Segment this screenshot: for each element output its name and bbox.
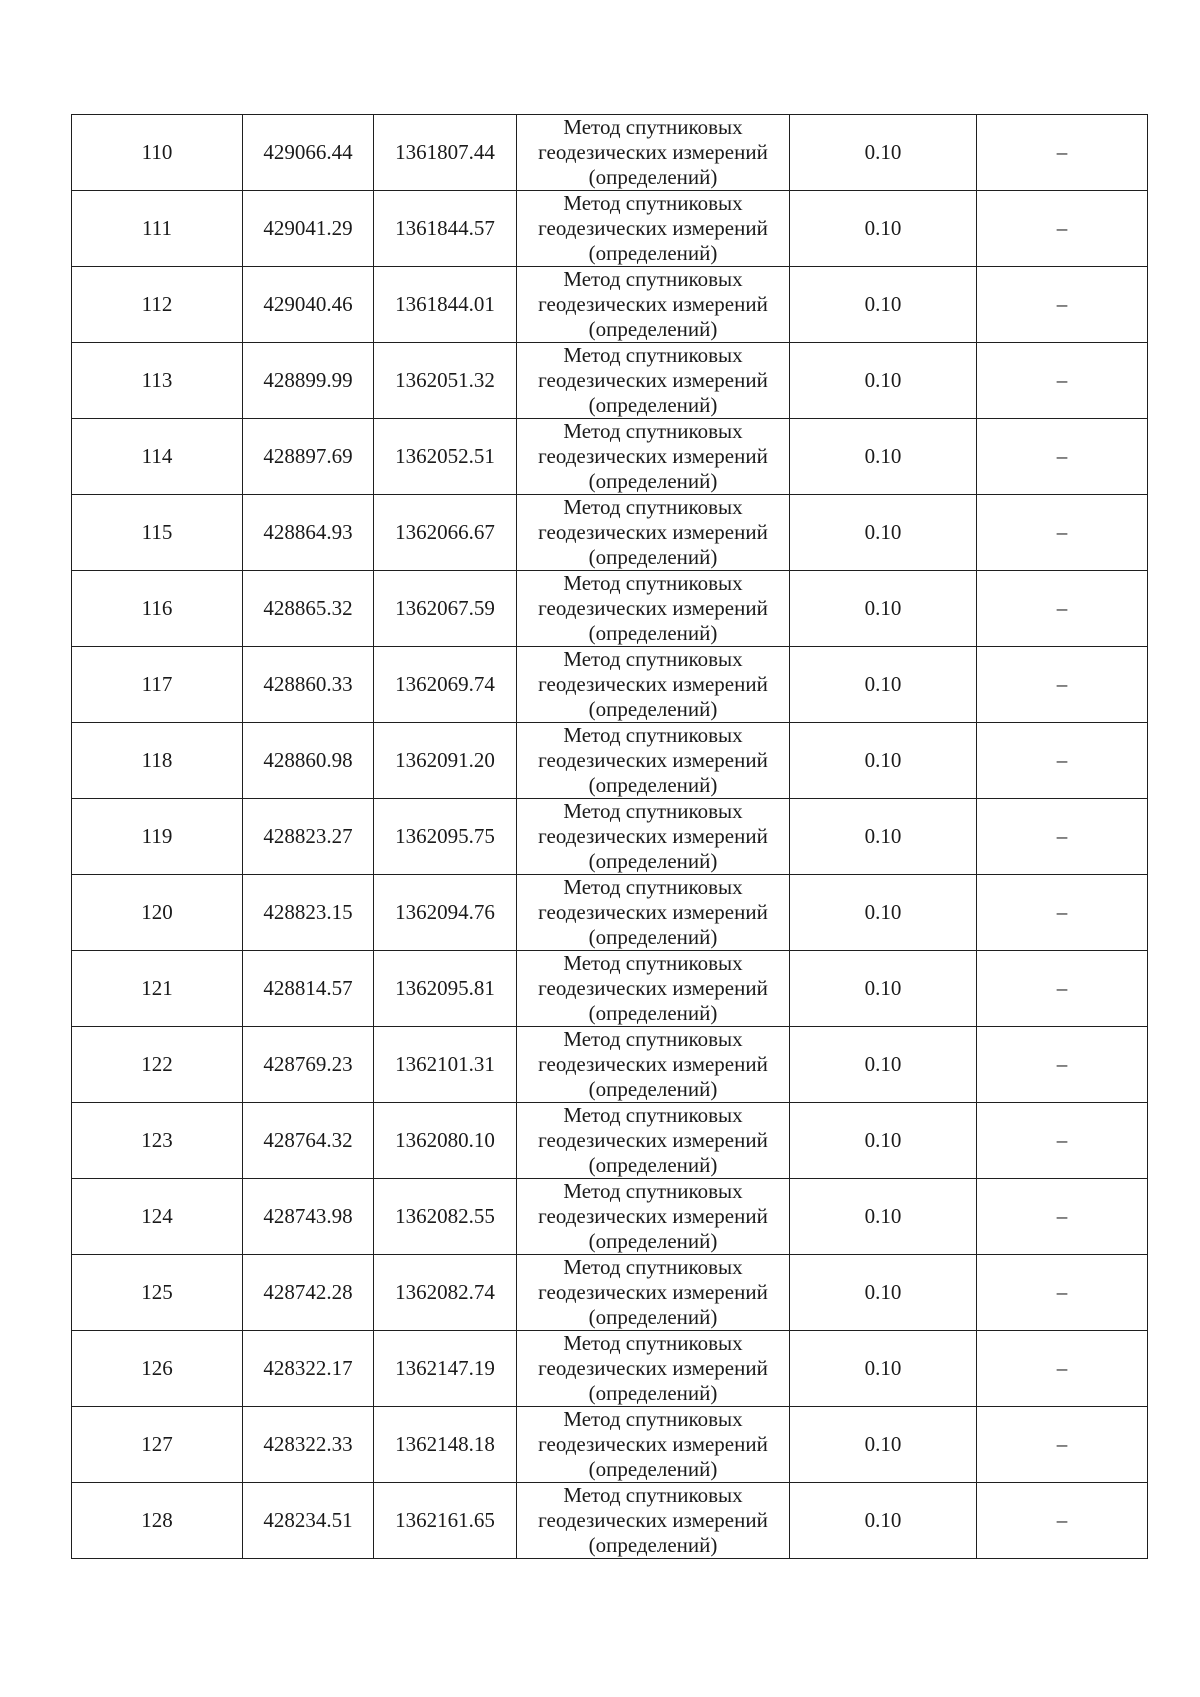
point-number-cell: 116	[72, 571, 243, 647]
note-cell: –	[977, 1103, 1148, 1179]
y-coordinate-cell: 1362095.75	[374, 799, 517, 875]
note-cell: –	[977, 875, 1148, 951]
table-row	[72, 723, 1148, 799]
y-coordinate-cell: 1362051.32	[374, 343, 517, 419]
note-cell: –	[977, 343, 1148, 419]
accuracy-cell: 0.10	[790, 571, 977, 647]
method-cell: Метод спутниковых геодезических измерений (определений)	[517, 799, 790, 875]
accuracy-cell: 0.10	[790, 191, 977, 267]
accuracy-cell: 0.10	[790, 1179, 977, 1255]
x-coordinate-cell: 428860.98	[243, 723, 374, 799]
y-coordinate-cell: 1362147.19	[374, 1331, 517, 1407]
accuracy-cell: 0.10	[790, 647, 977, 723]
method-cell: Метод спутниковых геодезических измерений (определений)	[517, 951, 790, 1027]
note-cell: –	[977, 419, 1148, 495]
method-cell: Метод спутниковых геодезических измерений (определений)	[517, 1407, 790, 1483]
x-coordinate-cell: 428234.51	[243, 1483, 374, 1559]
accuracy-cell: 0.10	[790, 115, 977, 191]
accuracy-cell: 0.10	[790, 1255, 977, 1331]
accuracy-cell: 0.10	[790, 267, 977, 343]
y-coordinate-cell: 1362091.20	[374, 723, 517, 799]
note-cell: –	[977, 495, 1148, 571]
accuracy-cell: 0.10	[790, 1331, 977, 1407]
point-number-cell: 124	[72, 1179, 243, 1255]
method-cell: Метод спутниковых геодезических измерений (определений)	[517, 1483, 790, 1559]
note-cell: –	[977, 267, 1148, 343]
x-coordinate-cell: 428742.28	[243, 1255, 374, 1331]
table-row	[72, 1103, 1148, 1179]
accuracy-cell: 0.10	[790, 951, 977, 1027]
y-coordinate-cell: 1361844.57	[374, 191, 517, 267]
coordinates-table-body	[72, 115, 1148, 1559]
point-number-cell: 115	[72, 495, 243, 571]
y-coordinate-cell: 1362095.81	[374, 951, 517, 1027]
x-coordinate-cell: 428864.93	[243, 495, 374, 571]
table-row	[72, 647, 1148, 723]
x-coordinate-cell: 428322.33	[243, 1407, 374, 1483]
x-coordinate-cell: 428814.57	[243, 951, 374, 1027]
note-cell: –	[977, 1179, 1148, 1255]
x-coordinate-cell: 428899.99	[243, 343, 374, 419]
method-cell: Метод спутниковых геодезических измерений (определений)	[517, 723, 790, 799]
y-coordinate-cell: 1362069.74	[374, 647, 517, 723]
method-cell: Метод спутниковых геодезических измерений (определений)	[517, 419, 790, 495]
table-row	[72, 115, 1148, 191]
point-number-cell: 112	[72, 267, 243, 343]
table-row	[72, 951, 1148, 1027]
point-number-cell: 120	[72, 875, 243, 951]
accuracy-cell: 0.10	[790, 1103, 977, 1179]
x-coordinate-cell: 428322.17	[243, 1331, 374, 1407]
method-cell: Метод спутниковых геодезических измерений (определений)	[517, 1179, 790, 1255]
x-coordinate-cell: 429041.29	[243, 191, 374, 267]
note-cell: –	[977, 115, 1148, 191]
y-coordinate-cell: 1362161.65	[374, 1483, 517, 1559]
table-row	[72, 419, 1148, 495]
note-cell: –	[977, 1255, 1148, 1331]
point-number-cell: 117	[72, 647, 243, 723]
method-cell: Метод спутниковых геодезических измерений (определений)	[517, 875, 790, 951]
point-number-cell: 128	[72, 1483, 243, 1559]
note-cell: –	[977, 647, 1148, 723]
note-cell: –	[977, 191, 1148, 267]
point-number-cell: 113	[72, 343, 243, 419]
table-row	[72, 799, 1148, 875]
y-coordinate-cell: 1362052.51	[374, 419, 517, 495]
x-coordinate-cell: 428764.32	[243, 1103, 374, 1179]
table-row	[72, 571, 1148, 647]
table-row	[72, 1027, 1148, 1103]
accuracy-cell: 0.10	[790, 495, 977, 571]
y-coordinate-cell: 1362080.10	[374, 1103, 517, 1179]
table-row	[72, 1331, 1148, 1407]
point-number-cell: 114	[72, 419, 243, 495]
y-coordinate-cell: 1362094.76	[374, 875, 517, 951]
table-row	[72, 343, 1148, 419]
note-cell: –	[977, 1331, 1148, 1407]
point-number-cell: 122	[72, 1027, 243, 1103]
accuracy-cell: 0.10	[790, 343, 977, 419]
accuracy-cell: 0.10	[790, 1483, 977, 1559]
y-coordinate-cell: 1362148.18	[374, 1407, 517, 1483]
accuracy-cell: 0.10	[790, 799, 977, 875]
x-coordinate-cell: 428897.69	[243, 419, 374, 495]
method-cell: Метод спутниковых геодезических измерений (определений)	[517, 1103, 790, 1179]
note-cell: –	[977, 951, 1148, 1027]
table-row	[72, 1179, 1148, 1255]
method-cell: Метод спутниковых геодезических измерений (определений)	[517, 1255, 790, 1331]
y-coordinate-cell: 1362082.55	[374, 1179, 517, 1255]
note-cell: –	[977, 571, 1148, 647]
method-cell: Метод спутниковых геодезических измерений (определений)	[517, 571, 790, 647]
x-coordinate-cell: 428823.15	[243, 875, 374, 951]
table-row	[72, 191, 1148, 267]
method-cell: Метод спутниковых геодезических измерений (определений)	[517, 647, 790, 723]
y-coordinate-cell: 1361807.44	[374, 115, 517, 191]
x-coordinate-cell: 428865.32	[243, 571, 374, 647]
method-cell: Метод спутниковых геодезических измерений (определений)	[517, 495, 790, 571]
x-coordinate-cell: 428743.98	[243, 1179, 374, 1255]
method-cell: Метод спутниковых геодезических измерений (определений)	[517, 191, 790, 267]
y-coordinate-cell: 1362067.59	[374, 571, 517, 647]
method-cell: Метод спутниковых геодезических измерений (определений)	[517, 115, 790, 191]
accuracy-cell: 0.10	[790, 875, 977, 951]
y-coordinate-cell: 1362082.74	[374, 1255, 517, 1331]
table-row	[72, 1407, 1148, 1483]
accuracy-cell: 0.10	[790, 419, 977, 495]
x-coordinate-cell: 428769.23	[243, 1027, 374, 1103]
y-coordinate-cell: 1362101.31	[374, 1027, 517, 1103]
x-coordinate-cell: 429040.46	[243, 267, 374, 343]
note-cell: –	[977, 799, 1148, 875]
accuracy-cell: 0.10	[790, 1407, 977, 1483]
y-coordinate-cell: 1362066.67	[374, 495, 517, 571]
point-number-cell: 119	[72, 799, 243, 875]
x-coordinate-cell: 428823.27	[243, 799, 374, 875]
x-coordinate-cell: 429066.44	[243, 115, 374, 191]
accuracy-cell: 0.10	[790, 723, 977, 799]
table-row	[72, 1255, 1148, 1331]
table-row	[72, 1483, 1148, 1559]
point-number-cell: 126	[72, 1331, 243, 1407]
note-cell: –	[977, 723, 1148, 799]
x-coordinate-cell: 428860.33	[243, 647, 374, 723]
table-row	[72, 495, 1148, 571]
method-cell: Метод спутниковых геодезических измерений (определений)	[517, 343, 790, 419]
point-number-cell: 127	[72, 1407, 243, 1483]
point-number-cell: 125	[72, 1255, 243, 1331]
note-cell: –	[977, 1027, 1148, 1103]
point-number-cell: 121	[72, 951, 243, 1027]
method-cell: Метод спутниковых геодезических измерений (определений)	[517, 1331, 790, 1407]
point-number-cell: 111	[72, 191, 243, 267]
note-cell: –	[977, 1407, 1148, 1483]
table-row	[72, 267, 1148, 343]
note-cell: –	[977, 1483, 1148, 1559]
method-cell: Метод спутниковых геодезических измерений (определений)	[517, 267, 790, 343]
accuracy-cell: 0.10	[790, 1027, 977, 1103]
point-number-cell: 110	[72, 115, 243, 191]
y-coordinate-cell: 1361844.01	[374, 267, 517, 343]
coordinates-table	[71, 114, 1148, 1559]
method-cell: Метод спутниковых геодезических измерений (определений)	[517, 1027, 790, 1103]
point-number-cell: 118	[72, 723, 243, 799]
table-row	[72, 875, 1148, 951]
point-number-cell: 123	[72, 1103, 243, 1179]
